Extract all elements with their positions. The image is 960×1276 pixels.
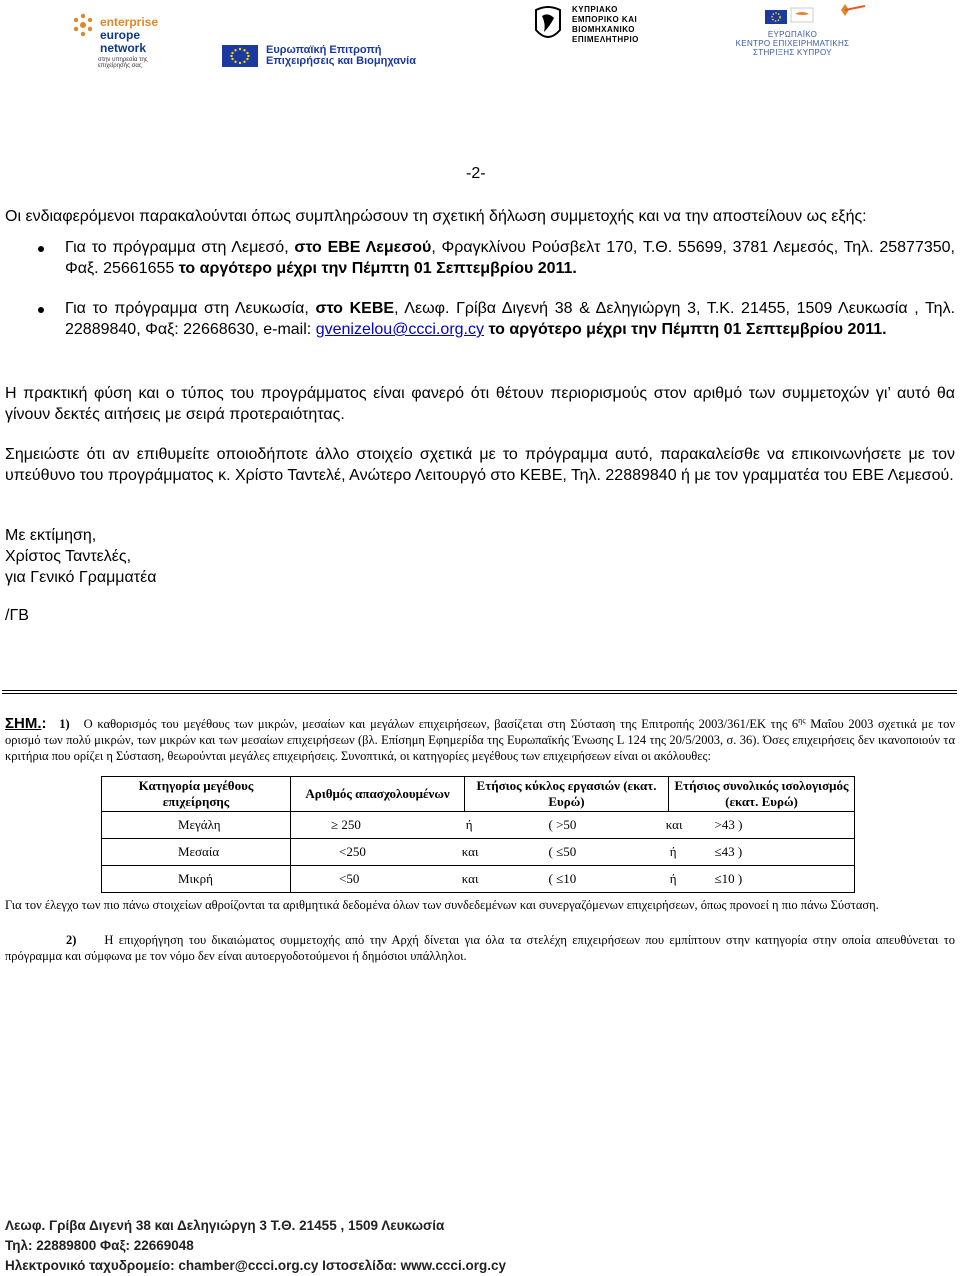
table-header: Ετήσιος κύκλος εργασιών (εκατ. Ευρώ) (465, 777, 669, 812)
closing-block (5, 525, 156, 588)
footer-address (5, 1216, 506, 1276)
list-item: Για το πρόγραμμα στη Λεμεσό, στο ΕΒΕ Λεμεσού, Φραγκλίνου Ρούσβελτ 170, Τ.Θ. 55699, 3781 Λεμεσός, Τηλ. 25877350, Φαξ. 25661655 το αργότερο μέχρι την Πέμπτη 01 Σεπτεμβρίου 2011. (0, 237, 955, 279)
note-number: 2) (66, 933, 77, 947)
note-number: 1) (59, 717, 70, 732)
enterprise-size-table (101, 776, 855, 893)
initials: /ΓΒ (5, 607, 29, 624)
table-header: Ετήσιος συνολικός ισολογισμός (εκατ. Ευρώ) (669, 777, 855, 812)
table-row: Μεσαία <250 και ( ≤50 ή ≤43 ) (102, 839, 855, 866)
page-number: -2- (466, 165, 486, 182)
kep-logo (705, 2, 880, 57)
european-commission-logo (222, 45, 416, 67)
capacity-paragraph: Η πρακτική φύση και ο τύπος του προγράμματος είναι φανερό ότι θέτουν περιορισμούς στον αριθμό των συμμετοχών γι’ αυτό θα γίνουν δεκτές αιτήσεις με σειρά προτεραιότητας. (5, 385, 955, 423)
ccci-seal-icon (530, 4, 566, 46)
kep-wordmark: ΕΥΡΩΠΑΪΚΟ ΚΕΝΤΡΟ ΕΠΙΧΕΙΡΗΜΑΤΙΚΗΣ ΣΤΗΡΙΞΗΣ ΚΥΠΡΟΥ (735, 30, 850, 57)
een-wordmark: enterprise europe network (100, 15, 159, 55)
ccci-logo (530, 2, 639, 48)
een-tagline: στην υπηρεσία της επιχείρησής σας (98, 57, 148, 69)
bullet-icon (38, 246, 44, 252)
contact-paragraph: Σημειώστε ότι αν επιθυμείτε οποιοδήποτε άλλο στοιχείο σχετικά με το πρόγραμμα αυτό, παρακαλείσθε να επικοινωνήσετε με τον υπεύθυνο του προγράμματος κ. Χρίστο Ταντελέ, Ανώτερο Λειτουργό στο ΚΕΒΕ, Τηλ. 22889840 ή με τον γραμματέα του ΕΒΕ Λεμεσού. (5, 446, 955, 484)
ccci-wordmark: ΚΥΠΡΙΑΚΟ ΕΜΠΟΡΙΚΟ ΚΑΙ ΒΙΟΜΗΧΑΝΙΚΟ ΕΠΙΜΕΛΗΤΗΡΙΟ (572, 5, 639, 44)
table-header: Κατηγορία μεγέθους επιχείρησης (102, 777, 291, 812)
een-logo (70, 12, 180, 72)
divider (2, 693, 957, 694)
divider (2, 690, 957, 691)
footer-line: Τηλ: 22889800 Φαξ: 22669048 (5, 1238, 194, 1253)
footer-line: Ηλεκτρονικό ταχυδρομείο: chamber@ccci.org.cy Ιστοσελίδα: www.ccci.org.cy (5, 1258, 506, 1273)
een-star-icon (70, 12, 96, 38)
submission-list-2 (0, 298, 955, 340)
note-label: ΣΗΜ. (5, 715, 42, 733)
table-header-row (102, 777, 855, 812)
list-item: Για το πρόγραμμα στη Λευκωσία, στο ΚΕΒΕ, Λεωφ. Γρίβα Διγενή 38 & Δεληγιώργη 3, Τ.Κ. 21455, 1509 Λευκωσία , Τηλ. 22889840, Φαξ: 22668630, e-mail: gvenizelou@ccci.org.cy το αργότερο μέχρι την Πέμπτη 01 Σεπτεμβρίου 2011. (0, 298, 955, 340)
note-1: ΣΗΜ.: 1) Ο καθορισμός του μεγέθους των μικρών, μεσαίων και μεγάλων επιχειρήσεων, βασίζεται στη Σύσταση της Επιτροπής 2003/361/ΕΚ της $6^{\eta\varsigma}$ Μαΐου 2003 σχετικά με τον ορισμό των πολύ μικρών, των μικρών και των μεσαίων επιχειρήσεων (βλ. Επίσημη Εφημερίδα της Ευρωπαϊκής Ένωσης L 124 της 20/5/2003, σ. 36). Όσες επιχειρήσεις δεν ικανοποιούν τα κριτήρια που ορίζει η Σύσταση, θεωρούνται μεγάλες επιχειρήσεις. Συνοπτικά, οι κατηγορίες μεγέθους των επιχειρήσεων είναι οι ακόλουθες: (5, 715, 955, 764)
submission-list (0, 237, 955, 279)
note-2: 2) Η επιχορήγηση του δικαιώματος συμμετοχής από την Αρχή δίνεται για όλα τα στελέχη επιχειρήσεων που εμπίπτουν στην κατηγορία στην οποία απευθύνεται το πρόγραμμα και σύμφωνα με τον νόμο δεν είναι αυτοεργοδοτούμενοι ή δημόσιοι υπάλληλοι. (5, 933, 955, 963)
ec-wordmark: Ευρωπαϊκή Επιτροπή Επιχειρήσεις και Βιομηχανία (266, 44, 416, 67)
footer-line: Λεωφ. Γρίβα Διγενή 38 και Δεληγιώργη 3 Τ.Θ. 21455 , 1509 Λευκωσία (5, 1218, 445, 1233)
table-row: Μικρή <50 και ( ≤10 ή ≤10 ) (102, 866, 855, 893)
intro-text: Οι ενδιαφερόμενοι παρακαλούνται όπως συμπληρώσουν τη σχετική δήλωση συμμετοχής και να την αποστείλουν ως εξής: (5, 208, 867, 225)
email-link[interactable]: gvenizelou@ccci.org.cy (315, 321, 484, 338)
eu-flag-icon (222, 45, 258, 67)
closing-name: Χρίστος Ταντελές, (5, 548, 132, 565)
closing-greeting: Με εκτίμηση, (5, 527, 97, 544)
table-header: Αριθμός απασχολουμένων (291, 777, 465, 812)
bullet-icon (38, 307, 44, 313)
closing-role: για Γενικό Γραμματέα (5, 569, 157, 586)
table-row: Μεγάλη ≥ 250 ή ( >50 και >43 ) (102, 812, 855, 839)
note-after-table: Για τον έλεγχο των πιο πάνω στοιχείων αθροίζονται τα αριθμητικά δεδομένα όλων των συνδεδεμένων και συνεργαζόμενων επιχειρήσεων, όπως προνοεί η πιο πάνω Σύσταση. (5, 898, 879, 912)
kep-flags-icon (705, 2, 880, 30)
